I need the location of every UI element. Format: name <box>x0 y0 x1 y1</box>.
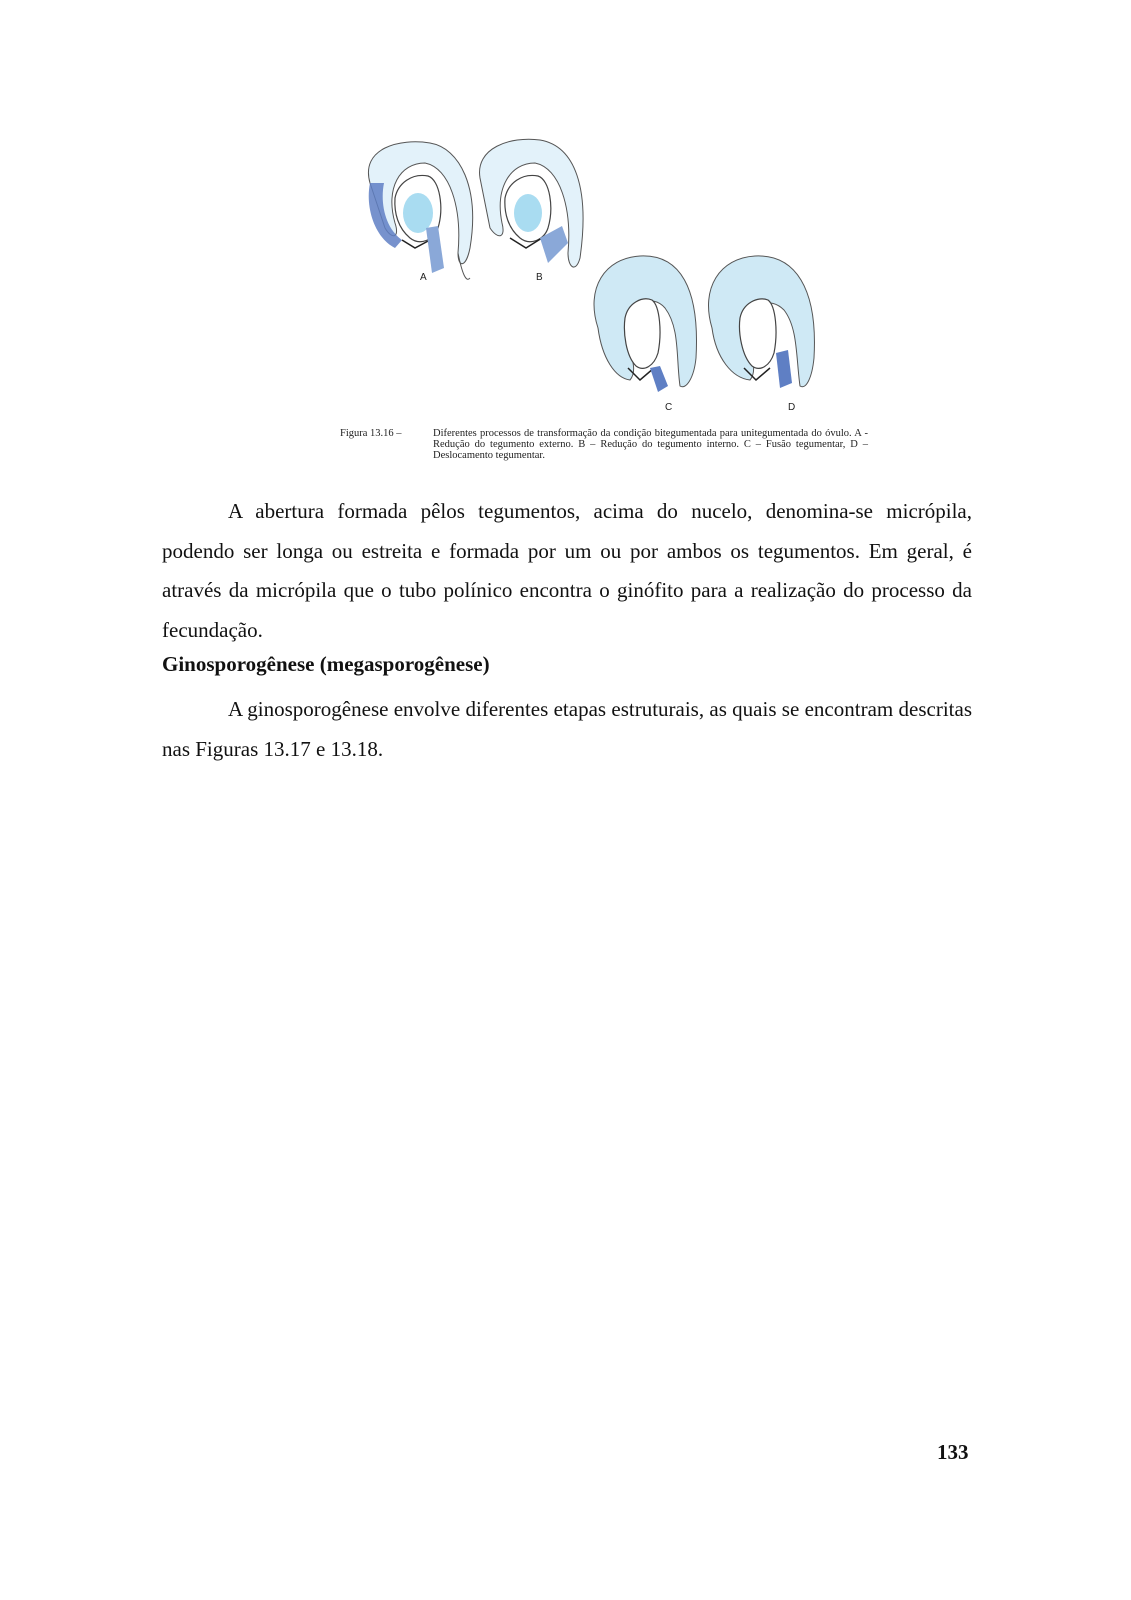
panel-label-c: C <box>665 402 673 413</box>
panel-label-b: B <box>536 272 543 283</box>
paragraph-micropyle: A abertura formada pêlos tegumentos, acima do nucelo, denomina-se micrópila, podendo ser longa ou estreita e formada por um ou por ambos os tegumentos. Em geral, é através da micrópila que o tubo polínico encontra o ginófito para a realização do processo da fecundação. <box>162 499 972 642</box>
paragraph-ginosporogenesis: A ginosporogênese envolve diferentes etapas estruturais, as quais se encontram descritas nas Figuras 13.17 e 13.18. <box>162 697 972 761</box>
ovule-a <box>368 142 472 283</box>
panel-label-a: A <box>420 272 427 283</box>
section-heading: Ginosporogênese (megasporogênese) <box>162 652 490 676</box>
ovule-d <box>709 256 815 413</box>
ovule-illustration <box>340 128 880 428</box>
caption-label: Figura 13.16 – <box>340 428 402 439</box>
figure-13-16 <box>340 128 880 428</box>
ovule-c <box>594 256 696 413</box>
ovule-b <box>480 139 584 283</box>
panel-label-d: D <box>788 402 796 413</box>
figure-caption <box>340 428 868 461</box>
page-number: 133 <box>937 1440 969 1464</box>
caption-text: Diferentes processos de transformação da condição bitegumentada para unitegumentada do óvulo. A - Redução do tegumento externo. B – Redução do tegumento interno. C – Fusão tegumentar, D – Deslocamento tegumentar. <box>433 428 868 461</box>
